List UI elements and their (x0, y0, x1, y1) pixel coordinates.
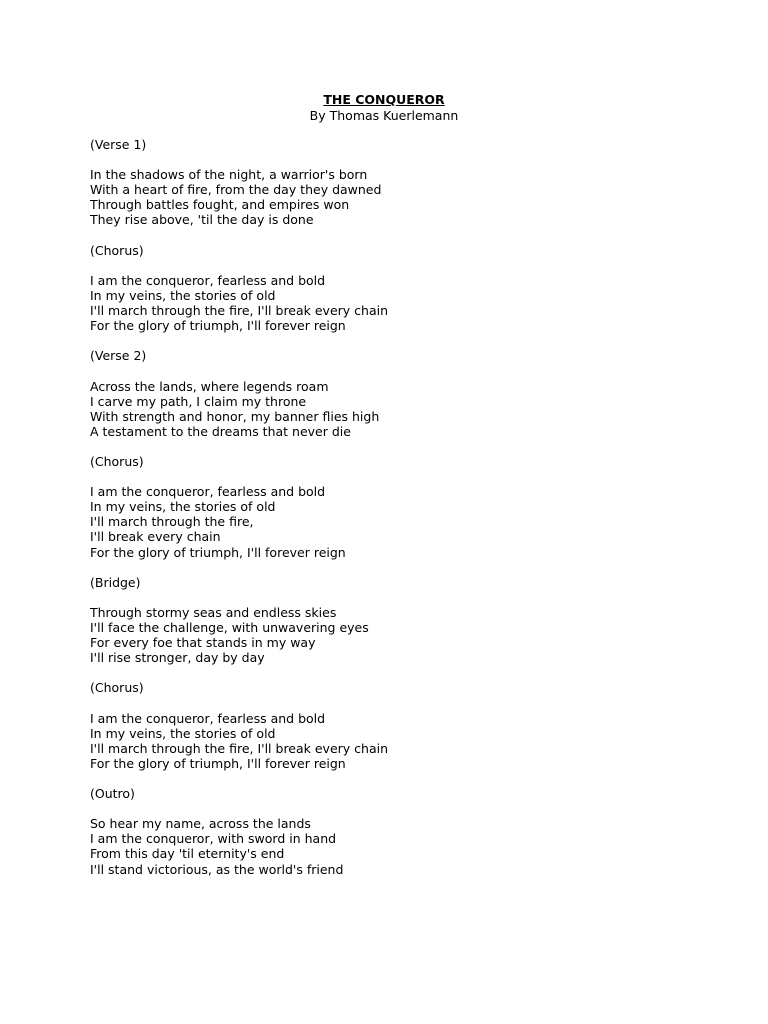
lyric-section (90, 348, 730, 439)
lyric-line: With a heart of fire, from the day they dawned (90, 182, 382, 198)
lyric-line: So hear my name, across the lands (90, 816, 311, 832)
lyric-line: From this day 'til eternity's end (90, 846, 285, 862)
lyric-section (90, 454, 730, 560)
section-label: (Bridge) (90, 574, 141, 590)
lyric-line: They rise above, 'til the day is done (90, 212, 314, 228)
lyric-line: I'll march through the fire, I'll break every chain (90, 303, 389, 319)
lyric-line: In my veins, the stories of old (90, 725, 276, 741)
lyric-line: I'll rise stronger, day by day (90, 650, 265, 666)
lyric-line: I am the conqueror, fearless and bold (90, 710, 326, 726)
lyric-line: For the glory of triumph, I'll forever reign (90, 544, 346, 560)
lyric-line: In the shadows of the night, a warrior's born (90, 167, 368, 183)
lyric-line: I'll break every chain (90, 529, 221, 545)
lyric-line: I am the conqueror, fearless and bold (90, 484, 326, 500)
section-label: (Chorus) (90, 453, 144, 469)
lyric-line: I'll stand victorious, as the world's friend (90, 861, 344, 877)
lyric-line: I'll march through the fire, I'll break every chain (90, 740, 389, 756)
lyric-line: Through battles fought, and empires won (90, 197, 350, 213)
lyric-line: Across the lands, where legends roam (90, 378, 329, 394)
section-label: (Verse 1) (90, 137, 147, 152)
lyric-line: A testament to the dreams that never die (90, 423, 351, 439)
lyric-line: For the glory of triumph, I'll forever reign (90, 318, 346, 334)
lyrics-body (90, 137, 730, 892)
lyric-section (90, 137, 730, 228)
lyric-section (90, 786, 730, 877)
lyric-line: For every foe that stands in my way (90, 635, 316, 651)
lyric-line: I'll march through the fire, (90, 514, 254, 530)
song-title: THE CONQUEROR (323, 92, 445, 107)
lyric-line: Through stormy seas and endless skies (90, 604, 337, 620)
section-label: (Chorus) (90, 680, 144, 696)
lyric-section (90, 680, 730, 771)
section-label: (Chorus) (90, 242, 144, 258)
lyric-line: With strength and honor, my banner flies high (90, 408, 380, 424)
lyric-line: In my veins, the stories of old (90, 287, 276, 303)
lyric-section (90, 575, 730, 666)
lyric-line: For the glory of triumph, I'll forever reign (90, 755, 346, 771)
lyric-section (90, 243, 730, 334)
lyric-line: I am the conqueror, fearless and bold (90, 272, 326, 288)
lyric-line: I carve my path, I claim my throne (90, 393, 307, 409)
lyric-line: In my veins, the stories of old (90, 499, 276, 515)
author-line: By Thomas Kuerlemann (309, 108, 459, 123)
section-label: (Outro) (90, 786, 135, 802)
section-label: (Verse 2) (90, 348, 147, 364)
lyric-line: I'll face the challenge, with unwavering eyes (90, 620, 369, 635)
lyric-line: I am the conqueror, with sword in hand (90, 831, 337, 847)
